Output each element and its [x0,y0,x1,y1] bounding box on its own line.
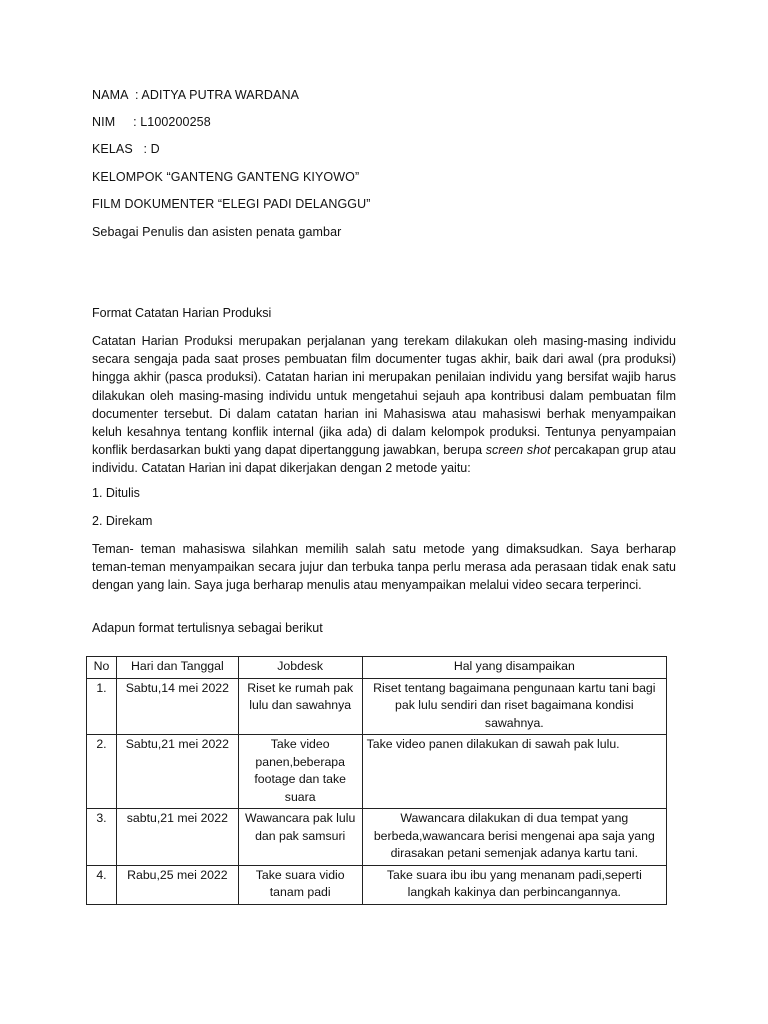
cell-no: 3. [87,809,117,866]
closing-paragraph: Teman- teman mahasiswa silahkan memilih salah satu metode yang dimaksudkan. Saya berharap teman-teman menyampaikan secara jujur dan terbuka tanpa perlu merasa ada perasaan tidak enak satu dengan yang lain. Saya juga berharap menulis atau menyampaikan melalui video secara terperinci. [92,542,676,593]
table-row [87,678,667,735]
cell-no: 2. [87,735,117,809]
method-item-1: 1. Ditulis [92,486,140,500]
intro-paragraph-text-b: percakapan grup atau individu. Catatan Harian ini dapat dikerjakan dengan 2 metode yaitu: [92,443,677,476]
header-summary: Hal yang disampaikan [362,657,666,679]
header-jobdesk: Jobdesk [238,657,362,679]
table-row [87,809,667,866]
nama-line: NAMA : ADITYA PUTRA WARDANA [92,88,300,102]
section-title: Format Catatan Harian Produksi [92,306,272,320]
table-intro: Adapun format tertulisnya sebagai berikut [92,621,323,635]
cell-date: Sabtu,21 mei 2022 [116,735,238,809]
cell-summary: Take video panen dilakukan di sawah pak lulu. [362,735,666,809]
cell-date: sabtu,21 mei 2022 [116,809,238,866]
cell-date: Rabu,25 mei 2022 [116,865,238,904]
cell-no: 1. [87,678,117,735]
cell-summary: Wawancara dilakukan di dua tempat yang berbeda,wawancara berisi mengenai apa saja yang dirasakan petani semenjak adanya kartu tani. [362,809,666,866]
method-item-2: 2. Direkam [92,514,153,528]
header-no: No [87,657,117,679]
kelas-line: KELAS : D [92,142,160,156]
role-line: Sebagai Penulis dan asisten penata gambar [92,225,342,239]
cell-jobdesk: Take video panen,beberapa footage dan take suara [238,735,362,809]
intro-paragraph [92,332,676,478]
cell-no: 4. [87,865,117,904]
intro-paragraph-italic: screen shot [485,443,551,458]
header-date: Hari dan Tanggal [116,657,238,679]
cell-jobdesk: Riset ke rumah pak lulu dan sawahnya [238,678,362,735]
production-log-table [86,656,667,905]
cell-jobdesk: Take suara vidio tanam padi [238,865,362,904]
intro-paragraph-text-a: Catatan Harian Produksi merupakan perjalanan yang terekam dilakukan oleh masing-masing individu secara sengaja pada saat proses pembuatan film documenter tugas akhir, baik dari awal (pra produksi) hingga akhir (pasca produksi). Catatan harian ini merupakan penilaian individu yang bersifat wajib harus dilakukan oleh masing-masing individu untuk mengetahui sejauh apa kontribusi dalam pembuatan film documenter tersebut. Di dalam catatan harian ini Mahasiswa atau mahasiswi berhak menyampaikan keluh kesahnya tentang konflik internal (jika ada) di dalam kelompok produksi. Tentunya penyampaian konflik berdasarkan bukti yang dapat dipertanggung jawabkan, berupa [92,334,676,458]
nim-line: NIM : L100200258 [92,115,211,129]
cell-summary: Riset tentang bagaimana pengunaan kartu tani bagi pak lulu sendiri dan riset bagaimana kondisi sawahnya. [362,678,666,735]
table-row [87,735,667,809]
film-line: FILM DOKUMENTER “ELEGI PADI DELANGGU” [92,197,371,211]
cell-summary: Take suara ibu ibu yang menanam padi,seperti langkah kakinya dan perbincangannya. [362,865,666,904]
table-header-row [87,657,667,679]
kelompok-line: KELOMPOK “GANTENG GANTENG KIYOWO” [92,170,360,184]
cell-date: Sabtu,14 mei 2022 [116,678,238,735]
cell-jobdesk: Wawancara pak lulu dan pak samsuri [238,809,362,866]
table-row [87,865,667,904]
